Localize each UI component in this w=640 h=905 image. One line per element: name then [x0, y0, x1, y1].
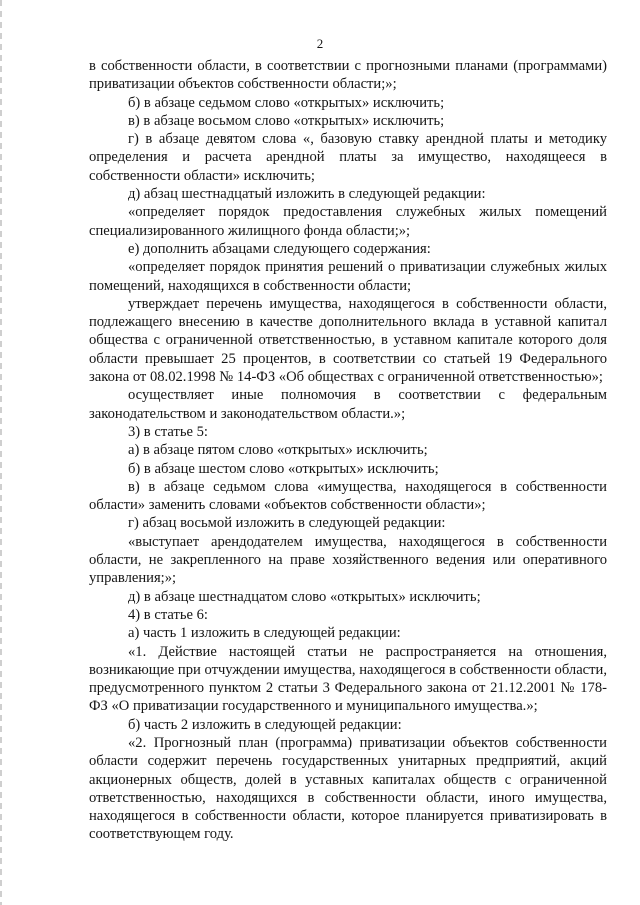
paragraph: в) в абзаце восьмом слово «открытых» исключить;: [128, 112, 445, 129]
paragraph: «2. Прогнозный план (программа) приватизации объектов собственности области содержит перечень государственных унитарных предприятий, акций акционерных обществ, долей в уставных капиталах обществ с ограниченной ответственностью, находящихся в собственности области, иного имущества, находящегося в собственности области, которое планируется приватизировать в соответствующем году.: [89, 734, 607, 843]
paragraph: а) в абзаце пятом слово «открытых» исключить;: [128, 442, 428, 459]
paragraph: «определяет порядок предоставления служебных жилых помещений специализированного жилищного фонда области;»;: [89, 204, 607, 239]
paragraph: д) абзац шестнадцатый изложить в следующей редакции:: [128, 186, 486, 203]
paragraph: 4) в статье 6:: [128, 606, 208, 623]
paragraph: в собственности области, в соответствии с прогнозными планами (программами) приватизации объектов собственности области;»;: [89, 58, 607, 93]
paragraph: г) в абзаце девятом слова «, базовую ставку арендной платы и методику определения и расчета арендной платы за имущество, находящееся в собственности области» исключить;: [89, 131, 607, 184]
paragraph: осуществляет иные полномочия в соответствии с федеральным законодательством и законодательством области.»;: [89, 387, 607, 422]
paragraph: г) абзац восьмой изложить в следующей редакции:: [128, 515, 446, 532]
paragraph: е) дополнить абзацами следующего содержания:: [128, 240, 431, 257]
paragraph: в) в абзаце седьмом слова «имущества, находящегося в собственности области» заменить словами «объектов собственности области»;: [89, 478, 607, 514]
paragraph: «1. Действие настоящей статьи не распространяется на отношения, возникающие при отчуждении имущества, находящегося в собственности области, предусмотренного пунктом 2 статьи 3 Федерального закона от 21.12.2001 № 178-ФЗ «О приватизации государственного и муниципального имущества.»;: [89, 643, 607, 715]
paragraph: д) в абзаце шестнадцатом слово «открытых» исключить;: [128, 588, 481, 605]
scan-edge-artifact: [0, 0, 2, 905]
paragraph: «выступает арендодателем имущества, находящегося в собственности области, не закрепленного на праве хозяйственного ведения или оперативного управления;»;: [89, 533, 607, 587]
page-number: 2: [316, 36, 324, 51]
paragraph: 3) в статье 5:: [128, 423, 208, 440]
paragraph: утверждает перечень имущества, находящегося в собственности области, подлежащего внесению в качестве дополнительного вклада в уставной капитал общества с ограниченной ответственностью, в уставном капитале которого доля области превышает 25 процентов, в соответствии со статьей 19 Федерального закона от 08.02.1998 № 14-ФЗ «Об обществах с ограниченной ответственностью»;: [89, 295, 607, 386]
document-body: [89, 57, 607, 844]
paragraph: «определяет порядок принятия решений о приватизации служебных жилых помещений, находящихся в собственности области;: [89, 259, 607, 294]
paragraph: б) часть 2 изложить в следующей редакции:: [128, 716, 402, 733]
paragraph: б) в абзаце седьмом слово «открытых» исключить;: [128, 94, 445, 111]
paragraph: а) часть 1 изложить в следующей редакции:: [128, 625, 401, 642]
paragraph: б) в абзаце шестом слово «открытых» исключить;: [128, 460, 439, 477]
